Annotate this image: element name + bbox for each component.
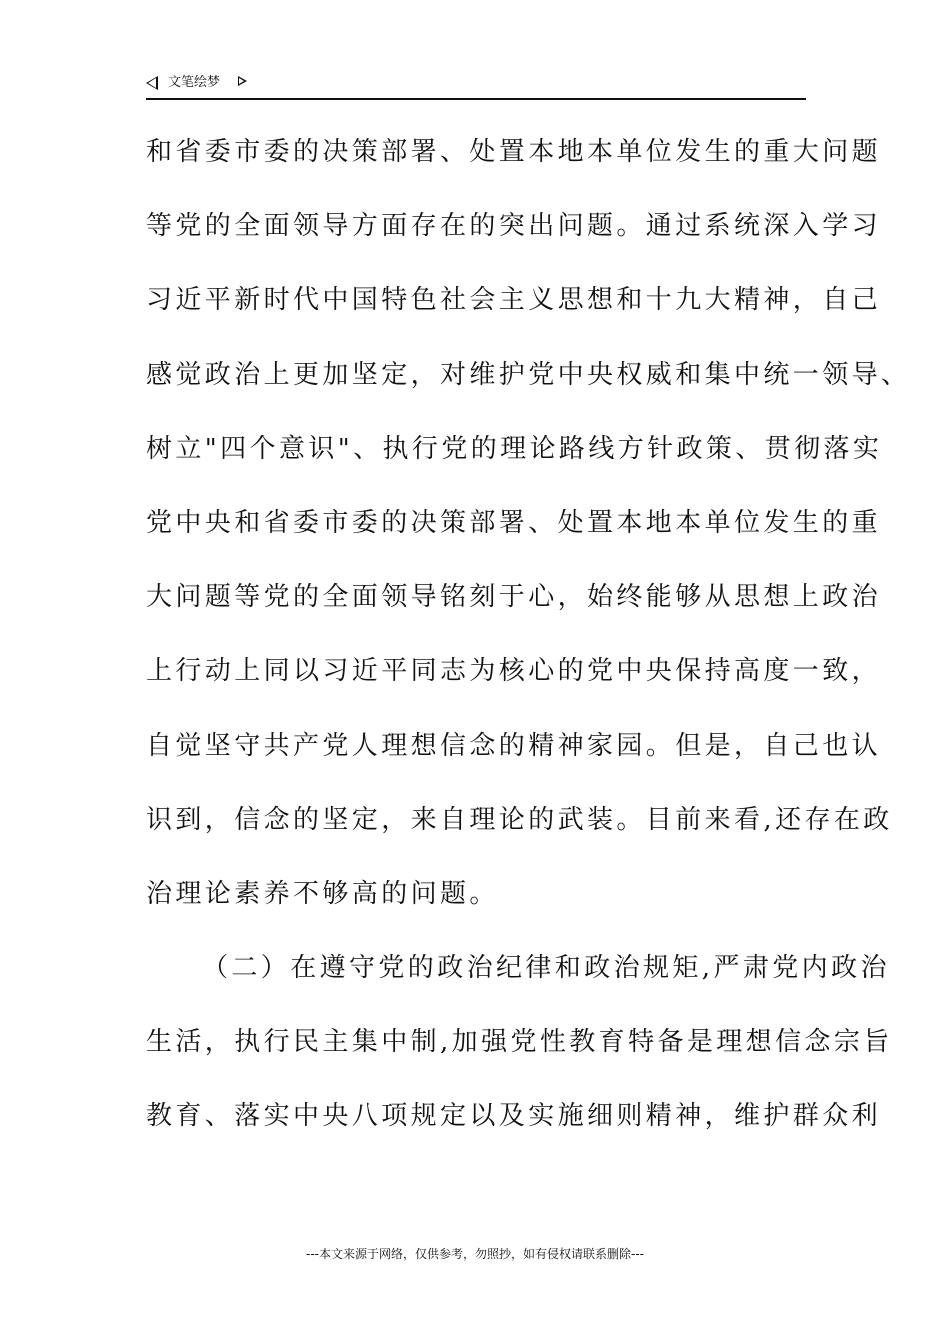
section-heading-line: （二）在遵守党的政治纪律和政治规矩,严肃党内政治 [202,953,890,984]
document-body [146,128,911,1167]
body-line: 教育、落实中央八项规定以及实施细则精神，维护群众利 [146,1101,882,1132]
body-line: 自觉坚守共产党人理想信念的精神家园。但是，自己也认 [146,730,882,761]
footer-disclaimer: ---本文来源于网络，仅供参考，勿照抄，如有侵权请联系删除--- [306,1247,644,1261]
body-line: 上行动上同以习近平同志为核心的党中央保持高度一致， [146,656,882,687]
body-line: 和省委市委的决策部署、处置本地本单位发生的重大问题 [146,137,882,167]
header-title: 文笔绘梦 [168,75,221,90]
body-line: 感觉政治上更加坚定，对维护党中央权威和集中统一领导、 [146,359,911,390]
triangle-left-icon [146,76,158,90]
page-header [146,72,806,100]
body-line: 党中央和省委市委的决策部署、处置本地本单位发生的重 [146,507,882,538]
triangle-right-icon [238,76,247,86]
body-line: 识到，信念的坚定，来自理论的武装。目前来看,还存在政 [146,804,893,835]
body-line: 习近平新时代中国特色社会主义思想和十九大精神，自己 [146,285,882,316]
body-line: 等党的全面领导方面存在的突出问题。通过系统深入学习 [146,211,882,242]
body-line: 树立"四个意识"、执行党的理论路线方针政策、贯彻落实 [146,433,883,464]
body-line: 治理论素养不够高的问题。 [146,878,499,909]
body-line: 生活，执行民主集中制,加强党性教育特备是理想信念宗旨 [146,1027,893,1058]
body-line: 大问题等党的全面领导铭刻于心，始终能够从思想上政治 [146,582,882,613]
